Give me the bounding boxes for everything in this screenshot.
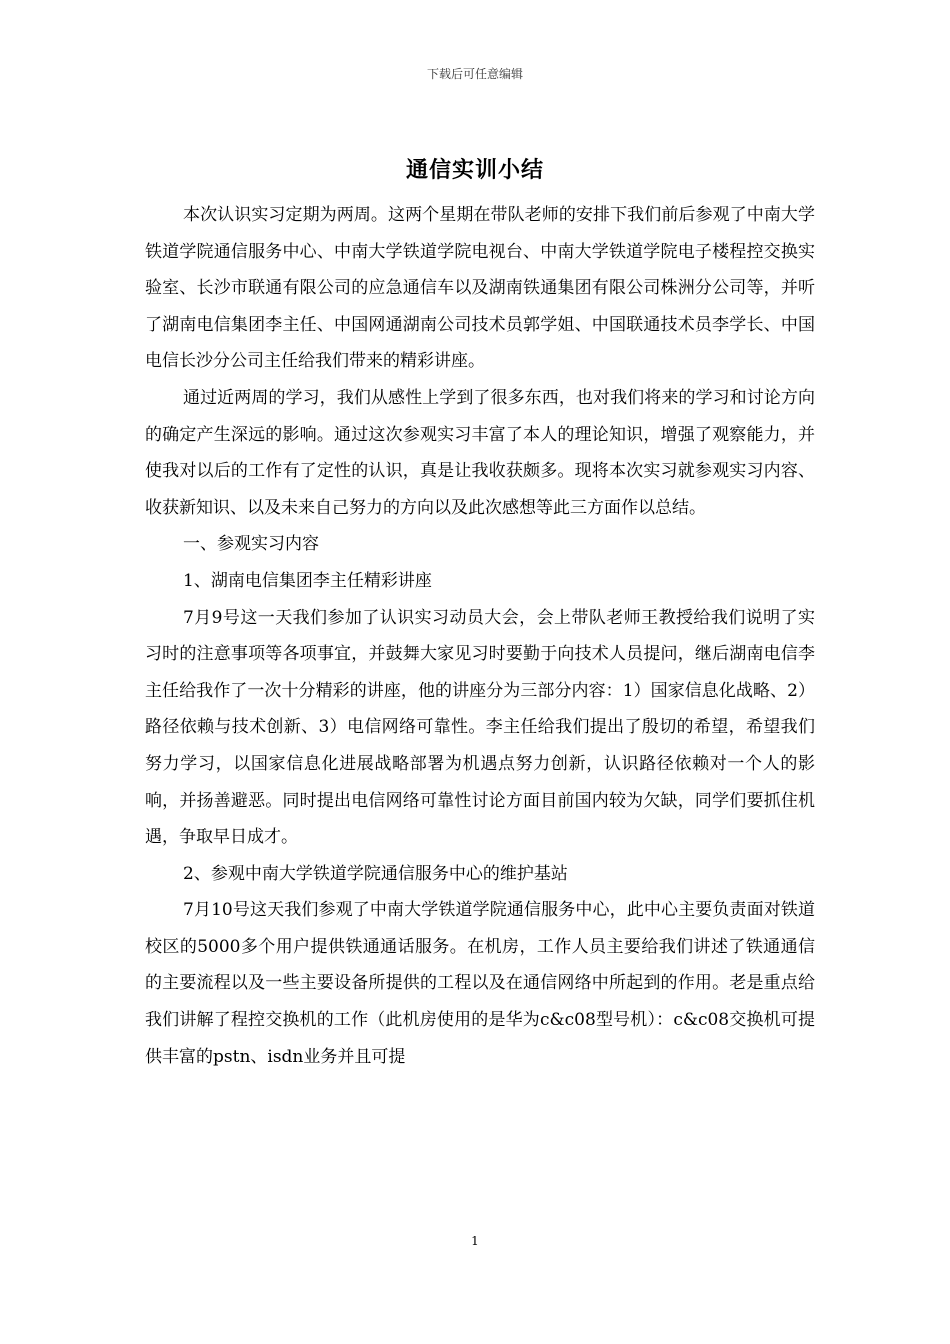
document-body (145, 197, 815, 1075)
section-heading-1: 一、参观实习内容 (183, 534, 319, 555)
document-title: 通信实训小结 (405, 157, 544, 183)
subsection-heading-2: 2、参观中南大学铁道学院通信服务中心的维护基站 (183, 863, 568, 884)
subsection-heading-1: 1、湖南电信集团李主任精彩讲座 (183, 570, 432, 591)
page-header-note: 下载后可任意编辑 (426, 67, 523, 81)
paragraph-lecture: 7月9号这一天我们参加了认识实习动员大会，会上带队老师王教授给我们说明了实习时的注意事项等各项事宜，并鼓舞大家见习时要勤于向技术人员提问，继后湖南电信李主任给我作了一次十分精彩的讲座，他的讲座分为三部分内容：1）国家信息化战略、2）路径依赖与技术创新、3）电信网络可靠性。李主任给我们提出了殷切的希望，希望我们努力学习，以国家信息化进展战略部署为机遇点努力创新，认识路径依赖对一个人的影响，并扬善避恶。同时提出电信网络可靠性讨论方面目前国内较为欠缺，同学们要抓住机遇，争取早日成才。 (145, 607, 815, 848)
paragraph-service-center: 7月10号这天我们参观了中南大学铁道学院通信服务中心，此中心主要负责面对铁道校区的5000多个用户提供铁通通话服务。在机房，工作人员主要给我们讲述了铁通通信的主要流程以及一些主要设备所提供的工程以及在通信网络中所起到的作用。老是重点给我们讲解了程控交换机的工作（此机房使用的是华为c&c08型号机）：c&c08交换机可提供丰富的pstn、isdn业务并且可提 (145, 900, 815, 1067)
page-number: 1 (471, 1234, 479, 1248)
paragraph-summary: 通过近两周的学习，我们从感性上学到了很多东西，也对我们将来的学习和讨论方向的确定产生深远的影响。通过这次参观实习丰富了本人的理论知识，增强了观察能力，并使我对以后的工作有了定性的认识，真是让我收获颇多。现将本次实习就参观实习内容、收获新知识、以及未来自己努力的方向以及此次感想等此三方面作以总结。 (145, 387, 815, 518)
paragraph-intro: 本次认识实习定期为两周。这两个星期在带队老师的安排下我们前后参观了中南大学铁道学院通信服务中心、中南大学铁道学院电视台、中南大学铁道学院电子楼程控交换实验室、长沙市联通有限公司的应急通信车以及湖南铁通集团有限公司株洲分公司等，并听了湖南电信集团李主任、中国网通湖南公司技术员郭学姐、中国联通技术员李学长、中国电信长沙分公司主任给我们带来的精彩讲座。 (145, 205, 815, 372)
